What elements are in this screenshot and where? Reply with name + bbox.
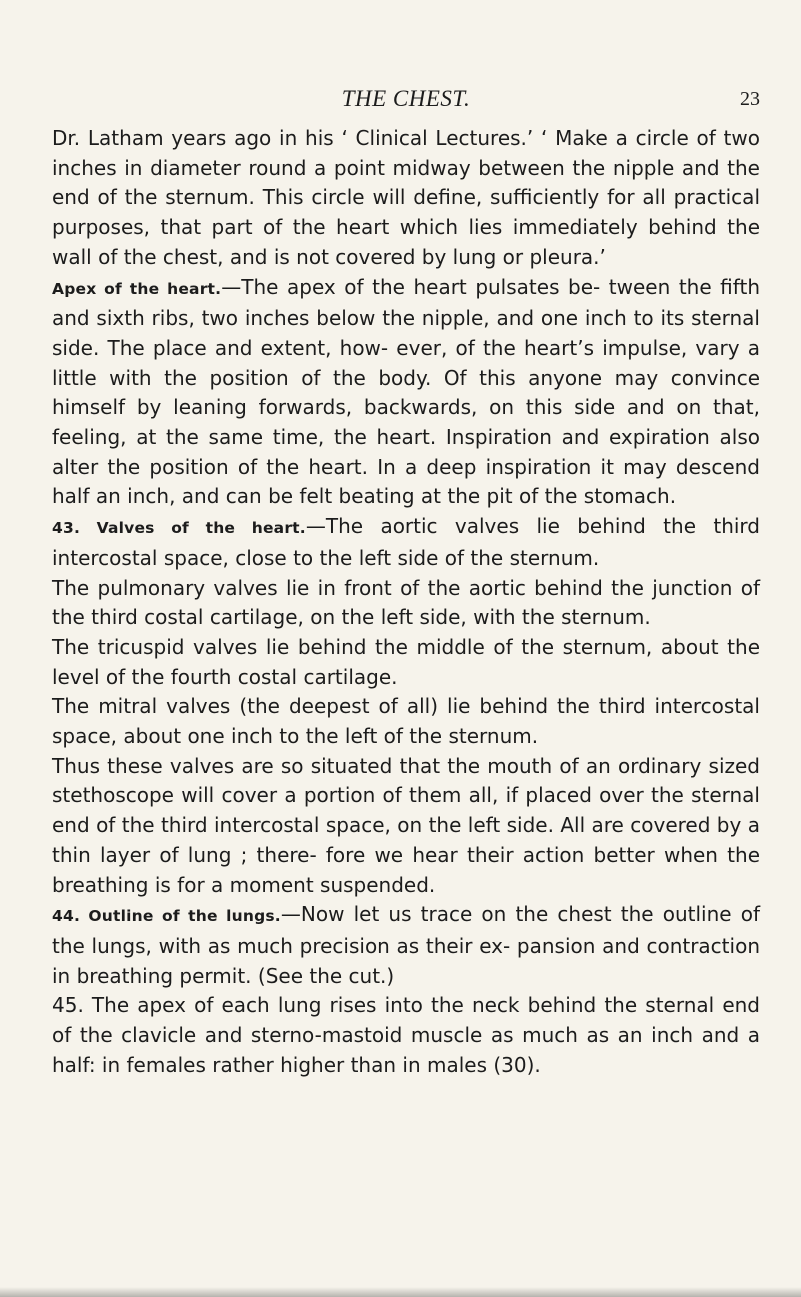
- paragraph-text: The pulmonary valves lie in front of the aortic behind the junction of the third costal cartilage, on the left side, with the sternum.: [52, 575, 760, 630]
- paragraph-text: Thus these valves are so situated that the mouth of an ordinary sized stethoscope will cover a portion of them all, if placed over the sternal end of the third intercostal space, on the left side. All are covered by a thin layer of lung ; there- fore we hear their action better when the breathing is for a moment suspended.: [52, 753, 760, 897]
- paragraph-stethoscope: [52, 752, 760, 901]
- paragraph-apex-of-lung: [52, 991, 760, 1080]
- running-title: THE CHEST.: [341, 86, 471, 111]
- page-bottom-edge: [0, 1287, 801, 1297]
- paragraph-text: —The apex of the heart pulsates be- tween the fifth and sixth ribs, two inches below the nipple, and one inch to its sternal side. The place and extent, how- ever, of the heart’s impulse, vary a little with the position of the body. Of this anyone may convince himself by leaning forwards, backwards, on this side and on that, feeling, at the same time, the heart. Inspiration and expiration also alter the position of the heart. In a deep inspiration it may descend half an inch, and can be felt beating at the pit of the stomach.: [52, 274, 760, 509]
- paragraph-text: The tricuspid valves lie behind the middle of the sternum, about the level of the fourth costal cartilage.: [52, 634, 760, 689]
- paragraph-outline-of-lungs: [52, 900, 760, 991]
- paragraph-latham-quote: [52, 124, 760, 273]
- section-heading-apex: Apex of the heart.: [52, 279, 222, 298]
- paragraph-text: Dr. Latham years ago in his ‘ Clinical Lectures.’ ‘ Make a circle of two inches in diameter round a point midway between the nipple and the end of the sternum. This circle will define, sufficiently for all practical purposes, that part of the heart which lies immediately behind the wall of the chest, and is not covered by lung or pleura.’: [52, 126, 760, 269]
- paragraph-tricuspid-valves: [52, 633, 760, 692]
- body-text: [52, 124, 760, 1081]
- paragraph-text: The mitral valves (the deepest of all) lie behind the third intercostal space, about one inch to the left of the sternum.: [52, 694, 760, 749]
- running-head: [52, 86, 760, 116]
- paragraph-mitral-valves: [52, 692, 760, 751]
- paragraph-pulmonary-valves: [52, 574, 760, 633]
- section-heading-valves: 43. Valves of the heart.: [52, 519, 306, 538]
- paragraph-apex-of-heart: [52, 273, 760, 513]
- page-number: 23: [740, 88, 760, 110]
- paragraph-valves-of-heart: [52, 512, 760, 573]
- paragraph-text: 45. The apex of each lung rises into the neck behind the sternal end of the clavicle and sterno-mastoid muscle as much as an inch and a half: in females rather higher than in males (30).: [52, 993, 760, 1077]
- section-heading-lungs: 44. Outline of the lungs.: [52, 907, 281, 926]
- paragraph-text: —Now let us trace on the chest the outline of the lungs, with as much precision as their ex- pansion and contraction in breathing permit. (See the cut.): [52, 902, 760, 988]
- paragraph-text: —The aortic valves lie behind the third intercostal space, close to the left side of the sternum.: [52, 514, 760, 570]
